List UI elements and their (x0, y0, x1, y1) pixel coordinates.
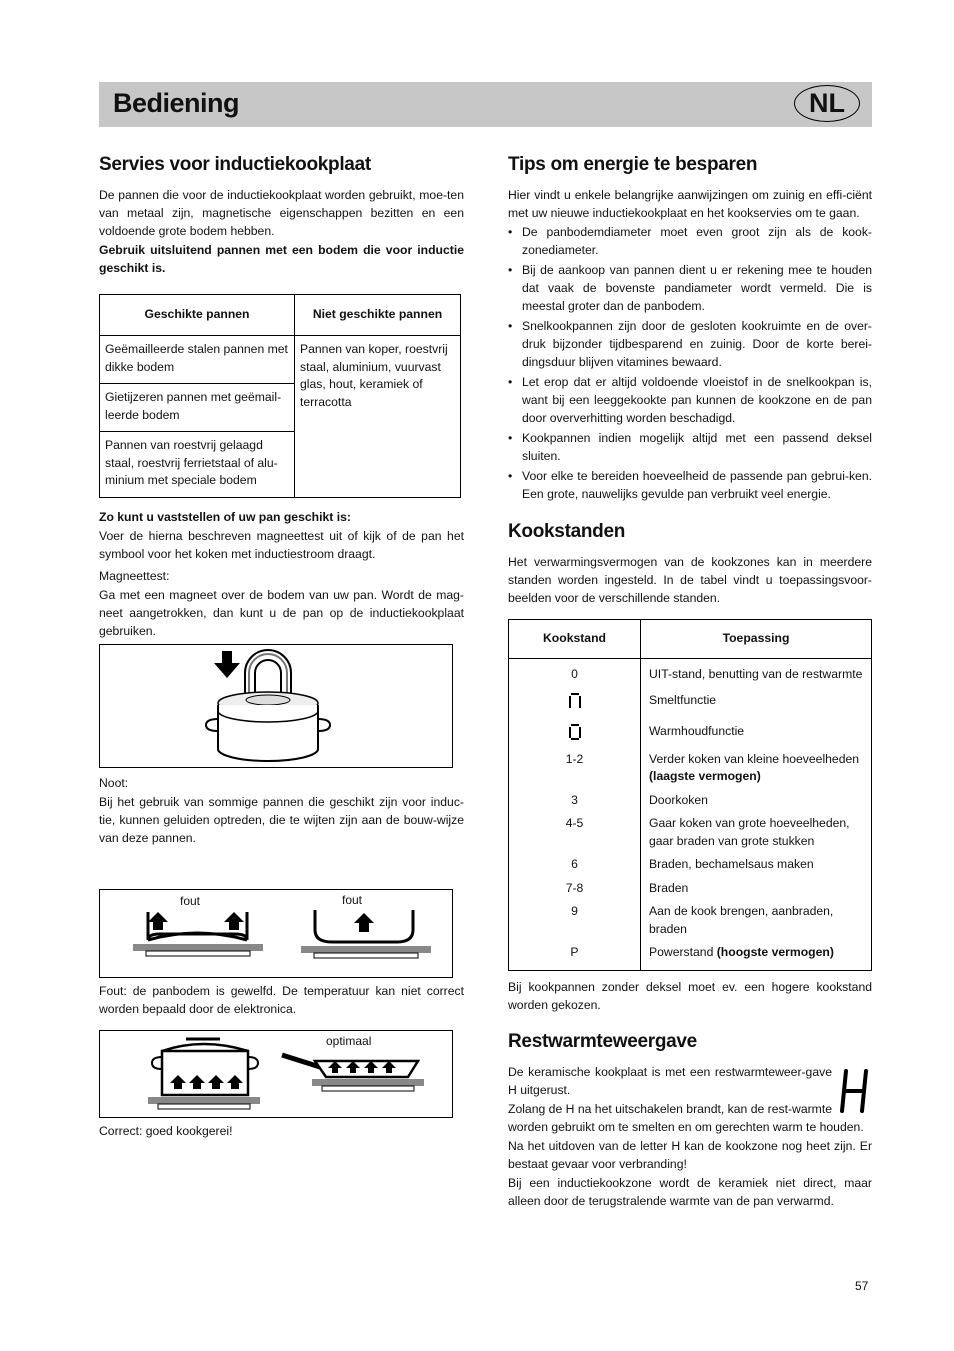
toepassing-value: Doorkoken (649, 792, 708, 807)
toepassing-bold: (laagste vermogen) (649, 769, 761, 783)
tips-list (508, 223, 872, 503)
restwarmte-p2: Zolang de H na het uitschakelen brandt, kan de rest-warmte worden gebruikt om te smelten en om gerechten warm te houden. (508, 1101, 864, 1134)
note-label: Noot: (99, 775, 129, 790)
left-column (99, 152, 464, 1141)
fout-figure (99, 889, 453, 978)
restwarmte-p1: De keramische kookplaat is met een restwarmteweer-gave H uitgerust. (508, 1064, 832, 1097)
list-item: • Kookpannen indien mogelijk altijd met een passend deksel sluiten. (508, 429, 872, 465)
optimaal-label: optimaal (326, 1033, 372, 1048)
table-cell-geschikt: Pannen van roestvrij gelaagd staal, roestvrij ferrietstaal of alu-minium met speciale bodem (100, 432, 295, 498)
table-header-geschikt: Geschikte pannen (100, 295, 295, 336)
toepassing-cell (641, 940, 872, 970)
kookstand-value: 4-5 (509, 811, 641, 852)
table-cell-geschikt: Gietijzeren pannen met geëmail-leerde bodem (100, 384, 295, 432)
warmhoud-symbol-icon (568, 723, 582, 741)
kookstanden-after: Bij kookpannen zonder deksel moet ev. een hogere kookstand worden gekozen. (508, 979, 872, 1012)
language-badge: NL (794, 85, 860, 122)
correct-caption: Correct: goed kookgerei! (99, 1123, 233, 1138)
correct-cookware-illustration (100, 1031, 452, 1117)
toepassing-value: Verder koken van kleine hoeveelheden (649, 751, 860, 766)
kookstand-value: 3 (509, 788, 641, 812)
servies-intro-bold: Gebruik uitsluitend pannen met een bodem die voor inductie geschikt is. (99, 243, 464, 275)
kookstanden-table (508, 619, 872, 971)
fout-label-2: fout (342, 892, 363, 907)
kookstanden-intro: Het verwarmingsvermogen van de kookzones kan in meerdere standen worden ingesteld. In de tabel vindt u toepassingsvoor-beelden voor de verschillende standen. (508, 555, 872, 605)
toepassing-value: Gaar koken van grote hoeveelheden, gaar braden van grote stukken (649, 816, 850, 848)
kookstand-value: 1-2 (509, 749, 641, 788)
toepassing-value: Powerstand (649, 945, 717, 959)
list-item: • Bij de aankoop van pannen dient u er rekening mee te houden dat vaak de bovenste pandiameter wordt vermeld. Die is meestal groter dan de panbodem. (508, 261, 872, 315)
note-text: Bij het gebruik van sommige pannen die geschikt zijn voor induc-tie, kunnen geluiden optreden, die te wijten zijn aan de bouw-wijze van deze pannen. (99, 794, 464, 845)
table-header-toepassing: Toepassing (641, 620, 872, 659)
servies-intro: De pannen die voor de inductiekookplaat worden gebruikt, moe-ten van metaal zijn, magnetische eigenschappen bezitten en een voldoende grote bodem hebben. (99, 188, 464, 238)
list-item: • De panbodemdiameter moet even groot zijn als de kook-zonediameter. (508, 223, 872, 259)
kookstand-value: 7-8 (509, 876, 641, 900)
toepassing-value: Warmhoudfunctie (649, 724, 745, 738)
toepassing-value: Braden, bechamelsaus maken (649, 857, 814, 871)
toepassing-cell (641, 749, 872, 788)
fout-label-1: fout (180, 893, 201, 908)
table-cell-geschikt: Geëmailleerde stalen pannen met dikke bodem (100, 336, 295, 384)
restwarmte-h-icon (838, 1067, 872, 1115)
magnet-pan-illustration (100, 645, 452, 767)
table-header-kookstand: Kookstand (509, 620, 641, 659)
table-header-niet-geschikt: Niet geschikte pannen (295, 295, 461, 336)
toepassing-value: Braden (649, 880, 689, 895)
magnet-test-figure (99, 644, 453, 768)
check-title: Zo kunt u vaststellen of uw pan geschikt is: (99, 509, 351, 524)
toepassing-value: Smeltfunctie (649, 692, 717, 707)
toepassing-value: UIT-stand, benutting van de restwarmte (649, 667, 863, 681)
table-cell-niet-geschikt: Pannen van koper, roestvrij staal, aluminium, vuurvast glas, hout, keramiek of terracotta (295, 336, 461, 498)
kookstand-value: P (509, 940, 641, 970)
check-text: Voer de hierna beschreven magneettest uit of kijk of de pan het symbool voor het koken met inductiestroom draagt. (99, 528, 464, 561)
magnet-text: Ga met een magneet over de bodem van uw pan. Wordt de mag-neet aangetrokken, dan kunt u de pan op de inductiekookplaat gebruiken. (99, 587, 464, 638)
section-title-tips: Tips om energie te besparen (508, 154, 758, 175)
right-column (508, 152, 872, 1211)
kookstand-value: 0 (509, 659, 641, 686)
pan-suitability-table (99, 294, 461, 498)
section-title-restwarmte: Restwarmteweergave (508, 1030, 697, 1052)
tips-intro: Hier vindt u enkele belangrijke aanwijzingen om zuinig en effi-ciënt met uw nieuwe inductiekookplaat en het kookservies om te gaan. (508, 188, 872, 220)
section-title-kookstanden: Kookstanden (508, 521, 626, 542)
page-title: Bediening (113, 88, 240, 118)
list-item: • Let erop dat er altijd voldoende vloeistof in de snelkookpan is, want bij een leeggekookte pan kunnen de kookzone en de pan door oververhitting worden beschadigd. (508, 373, 872, 427)
page-header (99, 82, 872, 127)
restwarmte-p3: Na het uitdoven van de letter H kan de kookzone nog heet zijn. Er bestaat gevaar voor verbranding! (508, 1138, 872, 1171)
fout-caption: Fout: de panbodem is gewelfd. De temperatuur kan niet correct worden bepaald door de elektronica. (99, 983, 464, 1016)
list-item: • Voor elke te bereiden hoeveelheid de passende pan gebrui-ken. Een grote, nauwelijks gevulde pan verbruikt veel energie. (508, 467, 872, 503)
restwarmte-p4: Bij een inductiekookzone wordt de keramiek niet direct, maar alleen door de terugstralende warmte van de pan verwarmd. (508, 1175, 872, 1208)
section-title-servies: Servies voor inductiekookplaat (99, 154, 371, 175)
page-number: 57 (855, 1279, 869, 1293)
smelt-symbol-icon (568, 692, 582, 710)
kookstand-icon-cell (509, 717, 641, 749)
kookstand-icon-cell (509, 686, 641, 718)
kookstand-value: 6 (509, 852, 641, 876)
toepassing-bold: (hoogste vermogen) (716, 945, 834, 959)
magnet-label: Magneettest: (99, 568, 170, 583)
kookstand-value: 9 (509, 899, 641, 940)
list-item: • Snelkookpannen zijn door de gesloten kookruimte en de over-druk bijzonder tijdbesparend en zuinig. Door de korte berei-dingsduur blijven vitamines bewaard. (508, 317, 872, 371)
toepassing-value: Aan de kook brengen, aanbraden, braden (649, 904, 834, 936)
optimaal-figure (99, 1030, 453, 1118)
warped-pan-illustration (100, 890, 452, 977)
